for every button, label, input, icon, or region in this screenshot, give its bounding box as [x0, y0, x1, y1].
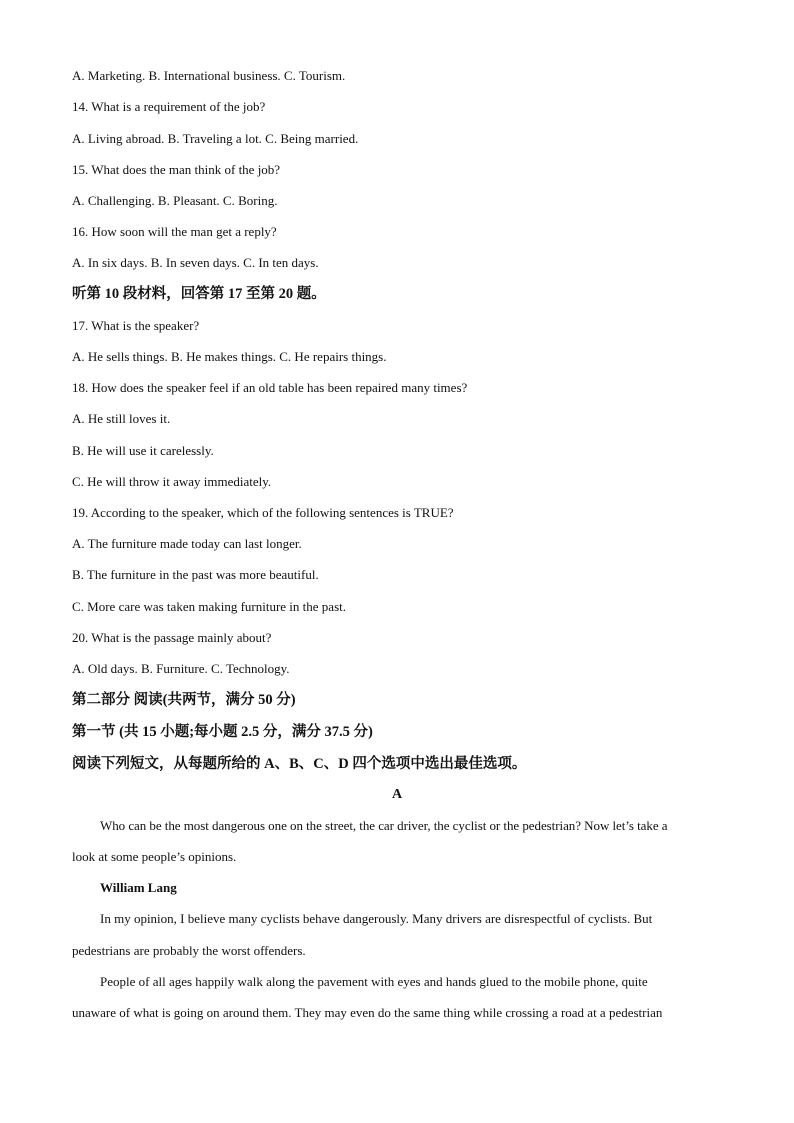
q19-question: 19. According to the speaker, which of the following sentences is TRUE? [72, 505, 454, 520]
passage-intro-line-1: Who can be the most dangerous one on the street, the car driver, the cyclist or the pedestrian? Now let’s take a [100, 818, 668, 833]
q19-option-a: A. The furniture made today can last longer. [72, 536, 302, 551]
section-one-heading: 第一节 (共 15 小题;每小题 2.5 分，满分 37.5 分) [72, 724, 373, 740]
q18-option-a: A. He still loves it. [72, 411, 171, 426]
q15-question: 15. What does the man think of the job? [72, 162, 281, 177]
q14-question: 14. What is a requirement of the job? [72, 99, 266, 114]
passage-intro-line-2: look at some people’s opinions. [72, 849, 237, 864]
part-two-heading: 第二部分 阅读(共两节，满分 50 分) [72, 692, 296, 708]
paragraph-2-line-1: People of all ages happily walk along the pavement with eyes and hands glued to the mobile phone, quite [100, 974, 648, 989]
q13-options: A. Marketing. B. International business. C. Tourism. [72, 68, 346, 83]
q18-option-b: B. He will use it carelessly. [72, 443, 214, 458]
q20-question: 20. What is the passage mainly about? [72, 630, 272, 645]
q19-option-b: B. The furniture in the past was more beautiful. [72, 567, 319, 582]
speaker-name: William Lang [100, 880, 177, 895]
section-instruction-10: 听第 10 段材料，回答第 17 至第 20 题。 [72, 286, 326, 302]
passage-title: A [391, 787, 403, 802]
reading-instruction: 阅读下列短文，从每题所给的 A、B、C、D 四个选项中选出最佳选项。 [72, 756, 527, 772]
q18-option-c: C. He will throw it away immediately. [72, 474, 272, 489]
q20-options: A. Old days. B. Furniture. C. Technology. [72, 661, 290, 676]
q18-question: 18. How does the speaker feel if an old table has been repaired many times? [72, 380, 468, 395]
q14-options: A. Living abroad. B. Traveling a lot. C. Being married. [72, 131, 359, 146]
paragraph-2-line-2: unaware of what is going on around them. They may even do the same thing while crossing a road at a pedestrian [72, 1005, 663, 1020]
q17-options: A. He sells things. B. He makes things. C. He repairs things. [72, 349, 387, 364]
q15-options: A. Challenging. B. Pleasant. C. Boring. [72, 193, 278, 208]
q16-question: 16. How soon will the man get a reply? [72, 224, 277, 239]
q17-question: 17. What is the speaker? [72, 318, 200, 333]
paragraph-1-line-1: In my opinion, I believe many cyclists behave dangerously. Many drivers are disrespectful of cyclists. But [100, 911, 653, 926]
q19-option-c: C. More care was taken making furniture in the past. [72, 599, 346, 614]
q16-options: A. In six days. B. In seven days. C. In ten days. [72, 255, 319, 270]
paragraph-1-line-2: pedestrians are probably the worst offenders. [72, 943, 306, 958]
